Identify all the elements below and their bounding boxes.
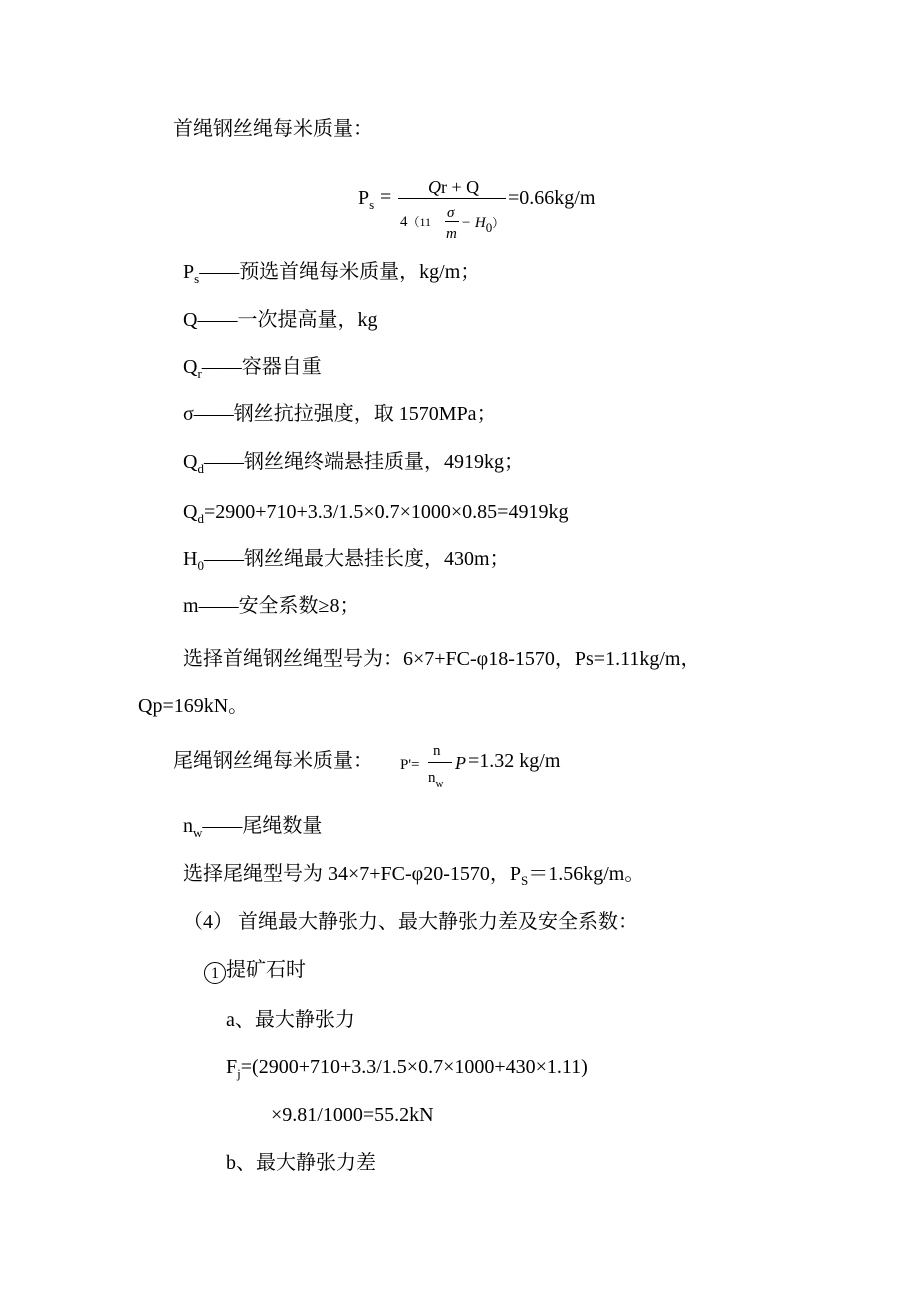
circled-number: 1: [204, 962, 226, 984]
formula2-den: $n_w$: [428, 770, 444, 790]
formula2-p: P: [455, 753, 466, 773]
def-ps: $P_s——$预选首绳每米质量，kg/m；: [183, 261, 481, 286]
calc-qd: $Q_d=2900+710+3.3/1.5\times 0.7\times 1000\times 0.85=4919kg$: [183, 501, 569, 526]
calc-fj-line1: $F_j=(2900+710+3.3/1.5\times 0.7\times 1000+430\times 1.11)$: [226, 1056, 588, 1081]
def-sigma: σ——钢丝抗拉强度，取 1570MPa；: [183, 403, 497, 425]
def-m: m——安全系数≥8；: [183, 595, 360, 617]
item-1: 1 提矿石时: [204, 958, 306, 984]
formula-result: =0.66kg/m: [508, 187, 596, 209]
sub-b: b、最大静张力差: [226, 1152, 376, 1174]
formula-lhs: $P_s$: [358, 187, 375, 212]
def-q: Q——一次提高量，kg: [183, 309, 378, 331]
select-tail-rope: 选择尾绳型号为 34×7+FC-φ20-1570，$P_S=1.56kg/m$。: [183, 863, 645, 888]
formula-den-rest: − H0）: [461, 215, 505, 235]
def-nw: $n_w——$尾绳数量: [183, 815, 323, 840]
formula-eq: =: [380, 186, 392, 208]
fraction2-bar: [428, 762, 452, 763]
def-h0: $H_0——$钢丝绳最大悬挂长度，430m；: [183, 548, 510, 573]
formula2-lhs: P'=: [400, 757, 420, 773]
heading-rope-mass: 首绳钢丝绳每米质量：: [173, 118, 373, 140]
section-4-heading: （4） 首绳最大静张力、最大静张力差及安全系数：: [183, 911, 638, 933]
tail-rope-heading: 尾绳钢丝绳每米质量：: [173, 750, 373, 772]
m-symbol: m: [446, 226, 457, 242]
calc-fj-line2: ×9.81/1000=55.2kN: [271, 1104, 434, 1126]
formula-denominator: 4（11: [400, 214, 432, 230]
def-qd: $Q_d——$钢丝绳终端悬挂质量，4919kg；: [183, 451, 524, 476]
select-head-rope-line2: Qp=169kN。: [138, 695, 249, 717]
fraction-bar: [398, 198, 506, 199]
sigma-symbol: σ: [447, 205, 455, 221]
formula2-num: n: [433, 743, 441, 759]
select-head-rope-line1: 选择首绳钢丝绳型号为：6×7+FC-φ18-1570，Ps=1.11kg/m，: [183, 648, 701, 670]
formula2-result: =1.32 kg/m: [468, 750, 561, 772]
def-qr: $Q_r——$容器自重: [183, 356, 322, 381]
sub-a: a、最大静张力: [226, 1009, 355, 1031]
formula-numerator: Qr + Q: [428, 177, 480, 197]
